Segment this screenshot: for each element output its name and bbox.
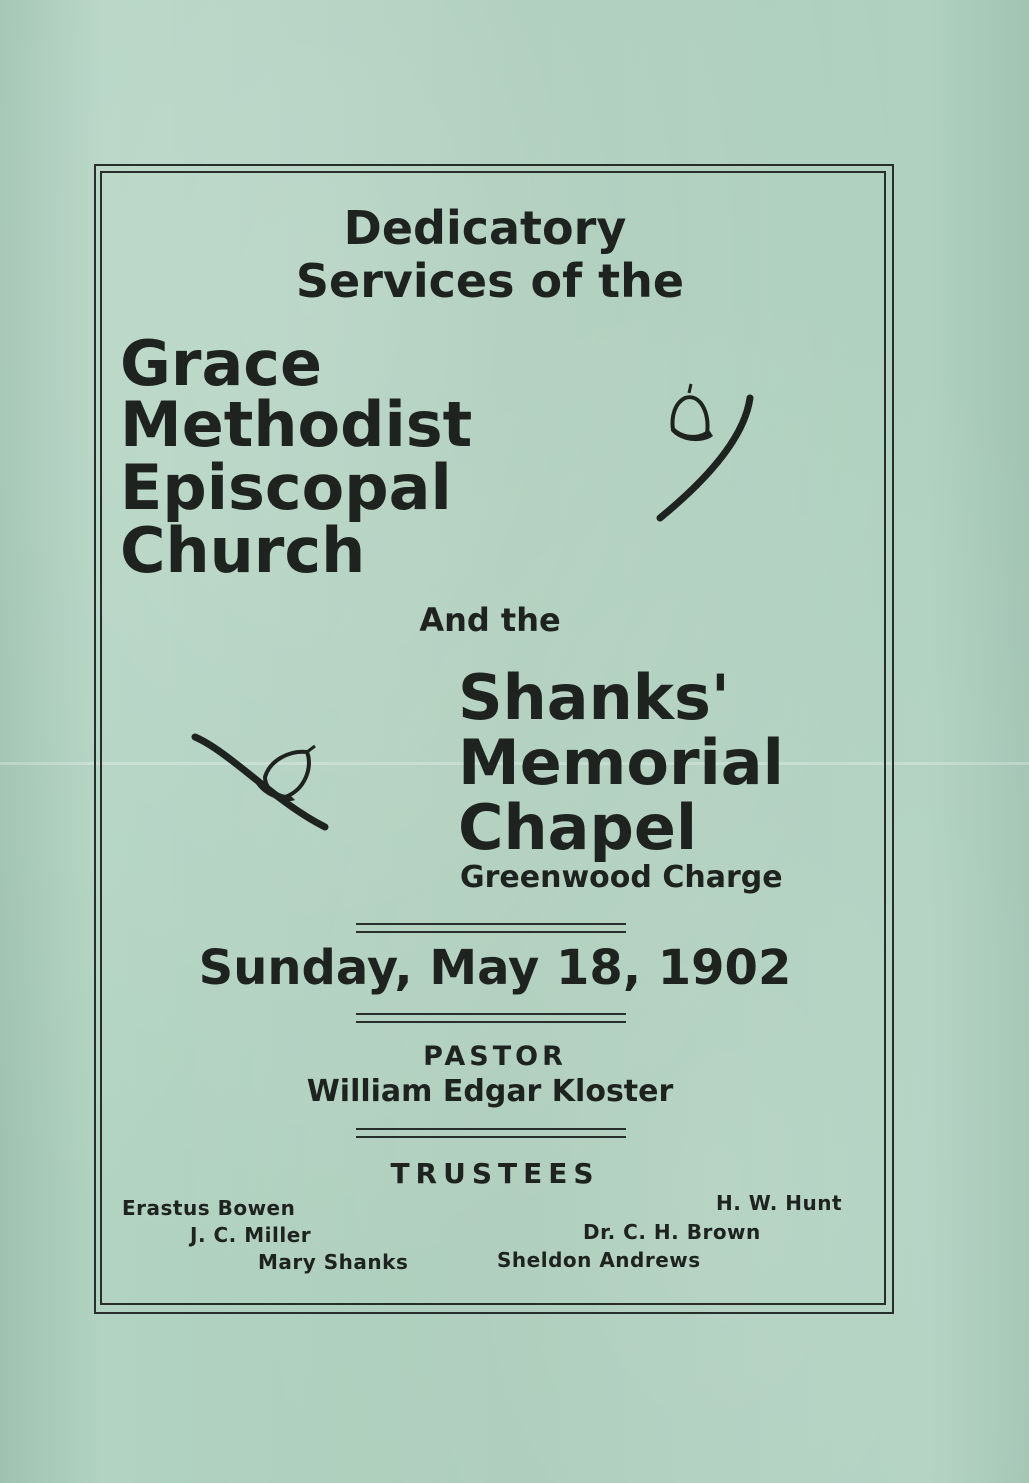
service-date: Sunday, May 18, 1902	[198, 940, 792, 996]
pastor-label: PASTOR	[423, 1041, 567, 1072]
heading-line-2: Services of the	[295, 254, 685, 308]
divider-rule	[356, 1013, 626, 1023]
chapel-name-line-1: Shanks'	[458, 661, 730, 734]
trustee-name: H. W. Hunt	[716, 1191, 843, 1215]
trustee-name: Dr. C. H. Brown	[583, 1220, 761, 1244]
church-name-line-3: Episcopal	[120, 451, 452, 524]
acorn-branch-icon	[645, 378, 775, 528]
trustee-name: Erastus Bowen	[122, 1196, 296, 1220]
acorn-branch-icon	[185, 722, 335, 842]
divider-rule	[356, 1128, 626, 1138]
trustee-name: Mary Shanks	[258, 1250, 409, 1274]
trustee-name: Sheldon Andrews	[497, 1248, 701, 1272]
heading-line-1: Dedicatory	[343, 201, 627, 255]
pastor-name: William Edgar Kloster	[306, 1074, 674, 1109]
charge-name: Greenwood Charge	[460, 860, 783, 895]
divider-rule	[356, 923, 626, 933]
chapel-name-line-2: Memorial	[458, 726, 784, 799]
church-name-line-1: Grace	[120, 327, 323, 400]
trustees-label: TRUSTEES	[390, 1157, 600, 1190]
trustee-name: J. C. Miller	[190, 1223, 312, 1247]
chapel-name-line-3: Chapel	[458, 791, 698, 864]
church-name-line-2: Methodist	[120, 388, 473, 461]
church-name-line-4: Church	[120, 514, 366, 587]
connector-text: And the	[419, 601, 561, 639]
